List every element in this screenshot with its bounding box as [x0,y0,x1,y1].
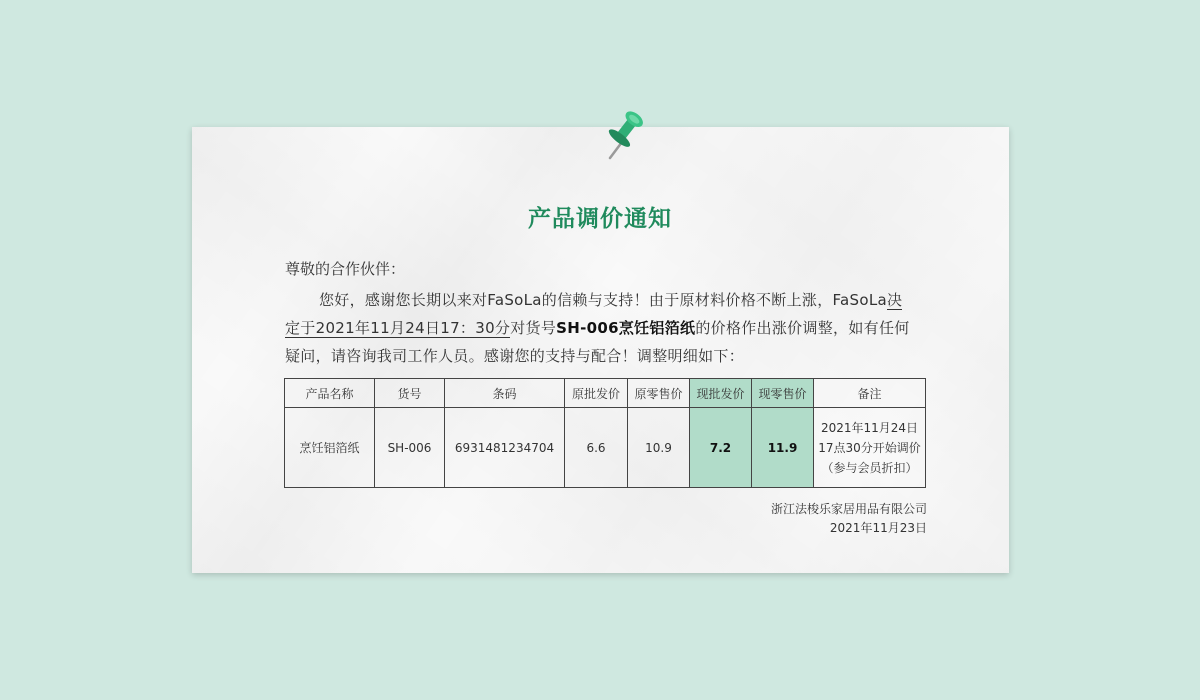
col-header-name: 产品名称 [285,379,375,408]
issue-date: 2021年11月23日 [829,521,927,535]
table-header-row [285,379,926,408]
price-table [284,378,926,488]
note-line-1: 2021年11月24日 [820,420,919,435]
page-title: 产品调价通知 [528,206,672,232]
pushpin-icon [600,106,650,162]
body-text-1: 您好，感谢您长期以来对FaSoLa的信赖与支持！由于原材料价格不断上涨，FaSoLa [319,291,887,309]
company-name: 浙江法梭乐家居用品有限公司 [770,502,927,516]
cell-barcode: 6931481234704 [445,408,565,488]
col-header-barcode: 条码 [445,379,565,408]
cell-new-retail: 11.9 [752,408,814,488]
col-header-code: 货号 [375,379,445,408]
col-header-old-retail: 原零售价 [628,379,690,408]
cell-new-wholesale: 7.2 [690,408,752,488]
col-header-note: 备注 [814,379,926,408]
product-highlight: SH-006烹饪铝箔纸 [556,319,696,337]
col-header-new-retail: 现零售价 [752,379,814,408]
body-text-3: 的价格作出涨价调整，如有任何疑问，请咨询我司工作人员。感谢您的支持与配合！调整明细如下： [285,319,910,365]
col-header-new-wholesale: 现批发价 [690,379,752,408]
note-line-3: （参与会员折扣） [821,460,918,475]
cell-note [814,408,926,488]
notice-body [285,286,915,370]
cell-old-retail: 10.9 [628,408,690,488]
table-row [285,408,926,488]
body-text-2: 对货号 [510,319,557,337]
cell-old-wholesale: 6.6 [565,408,628,488]
col-header-old-wholesale: 原批发价 [565,379,628,408]
cell-name: 烹饪铝箔纸 [285,408,375,488]
note-line-2: 17点30分开始调价 [818,440,921,455]
greeting: 尊敬的合作伙伴： [285,260,406,278]
adjust-datetime: 决定于2021年11月24日17：30分 [285,291,903,337]
cell-code: SH-006 [375,408,445,488]
